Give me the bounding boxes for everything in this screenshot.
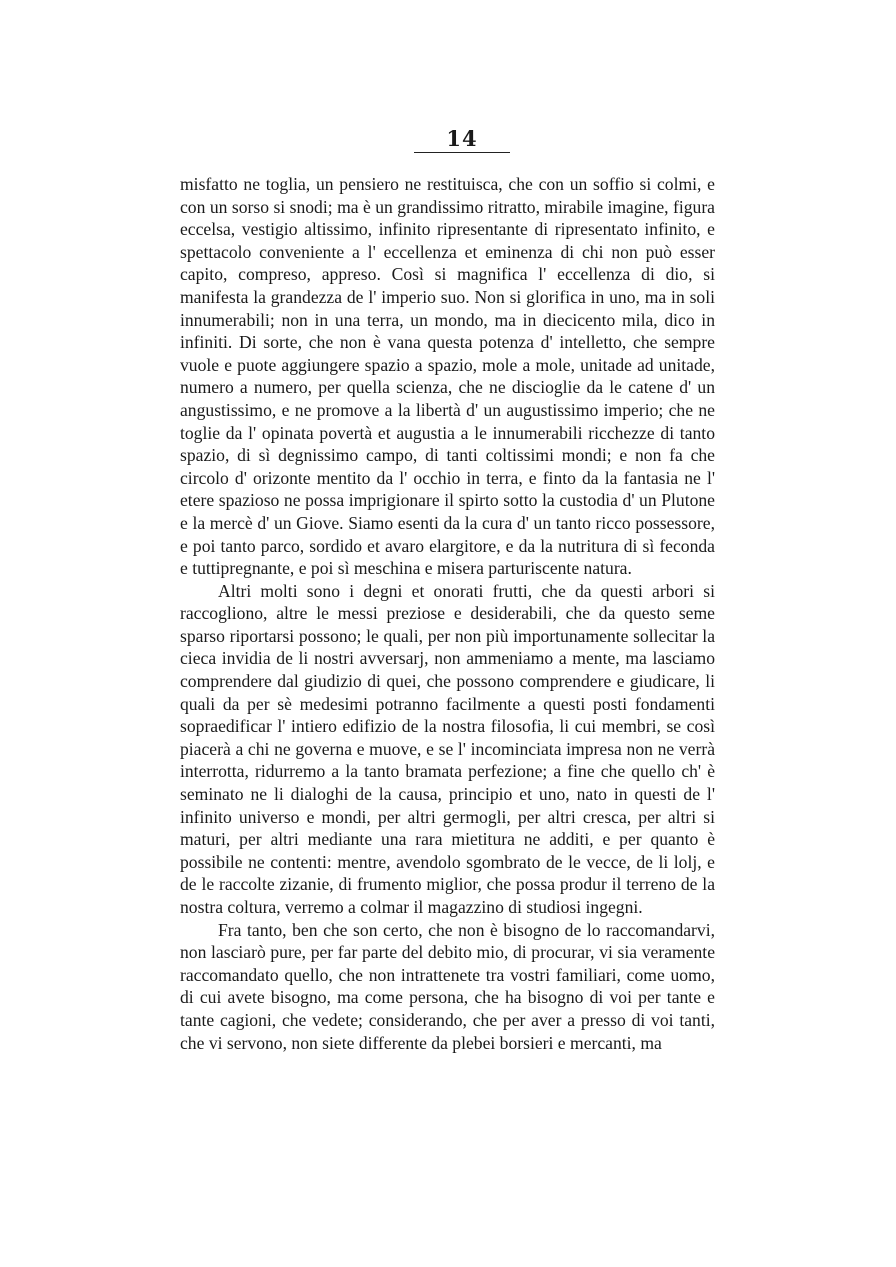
paragraph-altri-molti: Altri molti sono i degni et onorati frutti, che da questi arbori si raccogliono, altre le messi preziose e desiderabili, che da questo seme sparso riportarsi possono; le quali, per non più importunamente sollecitar la cieca invidia de li nostri avversarj, non ammeniamo a mente, ma lasciamo comprendere dal giudizio di quei, che possono comprendere e giudicare, li quali da per sè medesimi potranno facilmente a questi posti fondamenti sopraedificar l' intiero edifizio de la nostra filosofia, li cui membri, se così piacerà a chi ne governa e muove, e se l' incominciata impresa non ne verrà interrotta, ridurremo a la tanto bramata perfezione; a fine che quello ch' è seminato ne li dialoghi de la causa, principio et uno, nato in questi de l' infinito universo e mondi, per altri germogli, per altri cresca, per altri si maturi, per altri mediante una rara mietitura ne additi, e per quanto è possibile ne contenti: mentre, avendolo sgombrato de le vecce, de li lolj, e de le raccolte zizanie, di frumento miglior, che possa produr il terreno de la nostra coltura, verremo a colmar il magazzino di studiosi ingegni.: [180, 580, 715, 917]
page-number: 14: [446, 126, 478, 151]
paragraph-continued: misfatto ne toglia, un pensiero ne restituisca, che con un soffio si colmi, e con un sorso si snodi; ma è un grandissimo ritratto, mirabile imagine, figura eccelsa, vestigio altissimo, infinito ripresentante di ripresentato infinito, e spettacolo conveniente a l' eccellenza et eminenza di chi non può esser capito, compreso, appreso. Così si magnifica l' eccellenza di dio, si manifesta la grandezza de l' imperio suo. Non si glorifica in uno, ma in soli innumerabili; non in una terra, un mondo, ma in diecicento mila, dico in infiniti. Di sorte, che non è vana questa potenza d' intelletto, che sempre vuole e puote aggiungere spazio a spazio, mole a mole, unitade ad unitade, numero a numero, per quella scienza, che ne discioglie da le catene d' un angustissimo, e ne promove a la libertà d' un augustissimo imperio; che ne toglie da l' opinata povertà et augustia a le innumerabili ricchezze di tanto spazio, di sì degnissimo campo, di tanti coltissimi mondi; e non fa che circolo d' orizonte mentito da l' occhio in terra, e finto da la fantasia ne l' etere spazioso ne possa imprigionare il spirto sotto la custodia d' un Plutone e la mercè d' un Giove. Siamo esenti da la cura d' un tanto ricco possessore, e poi tanto parco, sordido et avaro elargitore, e da la nutritura di sì feconda e tuttipregnante, e poi sì meschina e misera parturiscente natura.: [180, 174, 715, 579]
body-text: [180, 173, 715, 1054]
page-number-rule: [414, 152, 510, 153]
paragraph-fra-tanto: Fra tanto, ben che son certo, che non è bisogno de lo raccomandarvi, non lasciarò pure, per far parte del debito mio, di procurar, vi sia veramente raccomandato quello, che non intrattenete tra vostri familiari, come uomo, di cui avete bisogno, ma come persona, che ha bisogno di voi per tante e tante cagioni, che vedete; considerando, che per aver a presso di voi tanti, che vi servono, non siete differente da plebei borsieri e mercanti, ma: [180, 919, 715, 1053]
